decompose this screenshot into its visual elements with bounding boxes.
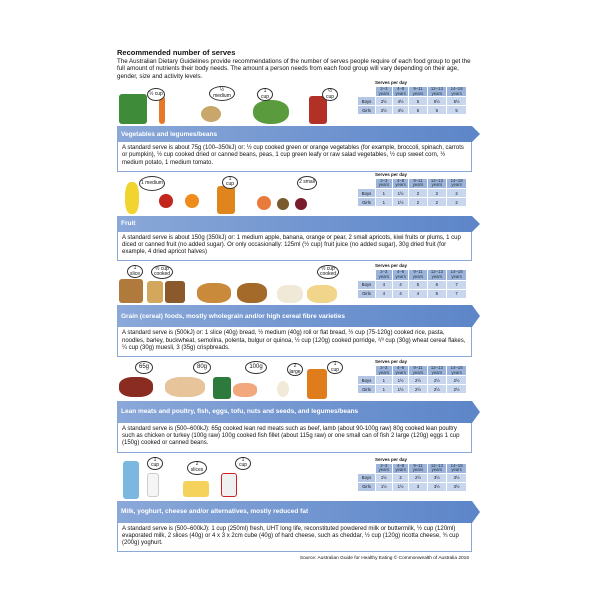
serve-bubble: 1 medium bbox=[139, 176, 165, 191]
apple-image bbox=[159, 194, 173, 208]
orange-image bbox=[185, 194, 199, 208]
serve-bubble: 1 cup bbox=[235, 457, 251, 470]
potato-image bbox=[201, 106, 221, 122]
serve-bubble: 1 cup bbox=[327, 361, 343, 374]
serve-bubble: 2 small bbox=[297, 176, 317, 190]
yoghurt-image bbox=[221, 473, 237, 497]
kiwi-image bbox=[277, 198, 289, 210]
cheese-image bbox=[183, 481, 209, 497]
serve-bubble: 65g bbox=[135, 361, 153, 374]
section-description: A standard serve is about 150g (350kJ) or: 1 medium apple, banana, orange or pear, 2 small apricots, kiwi fruits or plums, 1 cup diced or canned fruit (no added sugar). Or only occasionally: 125ml (½ cup) fruit juice (no added sugar), 30g dried fruit (for example, 4 dried apricot halves) bbox=[117, 232, 472, 262]
carrot-image bbox=[159, 96, 165, 124]
serves-table: Serves per day 2–3 years 4–8 years 9–11 years 12–13 years 14–18 years Boys 1 1½ 2½ 2½ 2½ Girls 1 1½ 2½ 2½ 2½ bbox=[357, 359, 467, 394]
serve-bubble: ½ cup cooked bbox=[151, 265, 173, 279]
milk-carton-image bbox=[123, 461, 139, 499]
food-images bbox=[117, 176, 352, 216]
serve-bubble: ½ cup bbox=[147, 88, 165, 101]
eggs-image bbox=[277, 381, 289, 397]
section-vegetables bbox=[117, 80, 477, 172]
beans-can-image bbox=[309, 96, 327, 124]
source-credit: Source: Australian Guide for Healthy Eating © Commonwealth of Australia 2016 bbox=[299, 556, 469, 562]
serve-bubble: 100g bbox=[245, 361, 267, 374]
serve-bubble: 80g bbox=[193, 361, 211, 374]
serve-bubble: 2 large bbox=[287, 363, 303, 376]
beans-can-image bbox=[307, 369, 327, 399]
intro-body: The Australian Dietary Guidelines provide recommendations of the number of serves people require of each food group to get the full amount of nutrients their body needs. The amount a person needs from each food group will vary depending on their age, gender, size and activity levels. bbox=[117, 58, 471, 80]
serve-bubble: 1 slice bbox=[127, 265, 143, 278]
section-fruit bbox=[117, 171, 477, 262]
cereal-bowl-image bbox=[197, 283, 231, 303]
serve-bubble: 2 slices bbox=[187, 461, 207, 475]
plums-image bbox=[295, 198, 307, 210]
serves-label: Serves per day bbox=[375, 456, 408, 462]
spinach-bag-image bbox=[119, 94, 147, 124]
serve-bubble: 1 cup bbox=[147, 457, 163, 470]
serve-bubble: 1 cup bbox=[222, 176, 238, 189]
serves-table: Serves per day 2–3 years 4–8 years 9–11 years 12–13 years 14–18 years Boys 1 1½ 2 2 2 Girls 1 1½ 2 2 2 bbox=[357, 172, 467, 207]
section-description: A standard serve is about 75g (100–350kJ) or: ½ cup cooked green or orange vegetables (for example, broccoli, spinach, carrots or pumpkin), ½ cup cooked dried or canned beans, peas, 1 cup green leafy or raw salad vegetables, ½ cup sweet corn, ½ medium potato, 1 medium tomato. bbox=[117, 142, 472, 172]
fruit-can-image bbox=[217, 186, 235, 214]
section-description: A standard serve is (500–600kJ): 65g cooked lean red meats such as beef, lamb (about 90-100g raw) 80g cooked lean poultry such as chicken or turkey (100g raw) 100g cooked fish fillet (about 115g raw) or one small can of fish 2 large (120g) eggs 1 cup (150g) cooked or canned beans. bbox=[117, 423, 472, 453]
food-images bbox=[117, 457, 352, 501]
serves-label: Serves per day bbox=[375, 263, 408, 269]
bread-image bbox=[119, 279, 143, 303]
serve-bubble: ½ medium bbox=[209, 86, 235, 101]
serves-table: Serves per day 2–3 years 4–8 years 9–11 years 12–13 years 14–18 years Boys 1½ 2 2½ 3½ 3½ Girls 1½ 1½ 3 3½ 3½ bbox=[357, 457, 467, 492]
chicken-image bbox=[165, 377, 205, 397]
section-dairy bbox=[117, 457, 477, 553]
milk-glass-image bbox=[147, 473, 159, 497]
serve-bubble: 1 cup bbox=[257, 88, 273, 101]
section-title-bar: Lean meats and poultry, fish, eggs, tofu, nuts and seeds, and legumes/beans bbox=[117, 401, 472, 423]
section-meats bbox=[117, 361, 477, 453]
serves-table: Serves per day 2–3 years 4–8 years 9–11 years 12–13 years 14–18 years Boys 2½ 4½ 5 5½ 5½ Girls 2½ 4½ 5 5 5 bbox=[357, 80, 467, 115]
crispbread-image bbox=[147, 281, 163, 303]
section-description: A standard serve is (500–600kJ): 1 cup (250ml) fresh, UHT long life, reconstituted powdered milk or buttermilk, ½ cup (120ml) evaporated milk, 2 slices (40g) or 4 x 3 x 2cm cube (40g) of hard cheese, such as cheddar, ½ cup (120g) ricotta cheese, ¾ cup (200g) yoghurt. bbox=[117, 523, 472, 553]
pasta-image bbox=[307, 285, 337, 303]
intro-title: Recommended number of serves bbox=[117, 48, 236, 57]
section-title-bar: Grain (cereal) foods, mostly wholegrain and/or high cereal fibre varieties bbox=[117, 305, 472, 327]
serve-bubble: ½ cup cooked bbox=[317, 265, 339, 279]
salad-image bbox=[253, 100, 289, 124]
rice-image bbox=[277, 285, 303, 303]
fish-can-image bbox=[213, 377, 231, 399]
section-grain bbox=[117, 265, 477, 357]
serves-label: Serves per day bbox=[375, 171, 408, 177]
serves-table: Serves per day 2–3 years 4–8 years 9–11 years 12–13 years 14–18 years Boys 4 4 5 6 7 Girls 4 4 4 5 7 bbox=[357, 263, 467, 298]
section-title-bar: Vegetables and legumes/beans bbox=[117, 126, 472, 142]
document-page bbox=[117, 48, 477, 561]
wheat-biscuits-image bbox=[165, 281, 185, 303]
serves-label: Serves per day bbox=[375, 80, 408, 86]
section-title-bar: Milk, yoghurt, cheese and/or alternatives, mostly reduced fat bbox=[117, 501, 472, 523]
muesli-image bbox=[237, 283, 267, 303]
section-title-bar: Fruit bbox=[117, 216, 472, 232]
food-images bbox=[117, 86, 352, 126]
banana-image bbox=[125, 182, 139, 214]
food-images bbox=[117, 265, 352, 305]
serves-label: Serves per day bbox=[375, 359, 408, 365]
apricots-image bbox=[257, 196, 271, 210]
serve-bubble: ½ cup bbox=[322, 88, 338, 101]
section-description: A standard serve is (500kJ) or: 1 slice (40g) bread, ½ medium (40g) roll or flat bread, ½ cup (75-120g) cooked rice, pasta, noodles, barley, buckwheat, semolina, polenta, bulgur or quinoa, ½ cup (120g) cooked porridge, ²/³ cup (30g) wheat cereal flakes, ¼ cup (30g) muesli, 3 (35g) crispbreads. bbox=[117, 327, 472, 357]
fish-fillet-image bbox=[233, 383, 257, 397]
food-images bbox=[117, 361, 352, 401]
steak-image bbox=[119, 377, 153, 397]
